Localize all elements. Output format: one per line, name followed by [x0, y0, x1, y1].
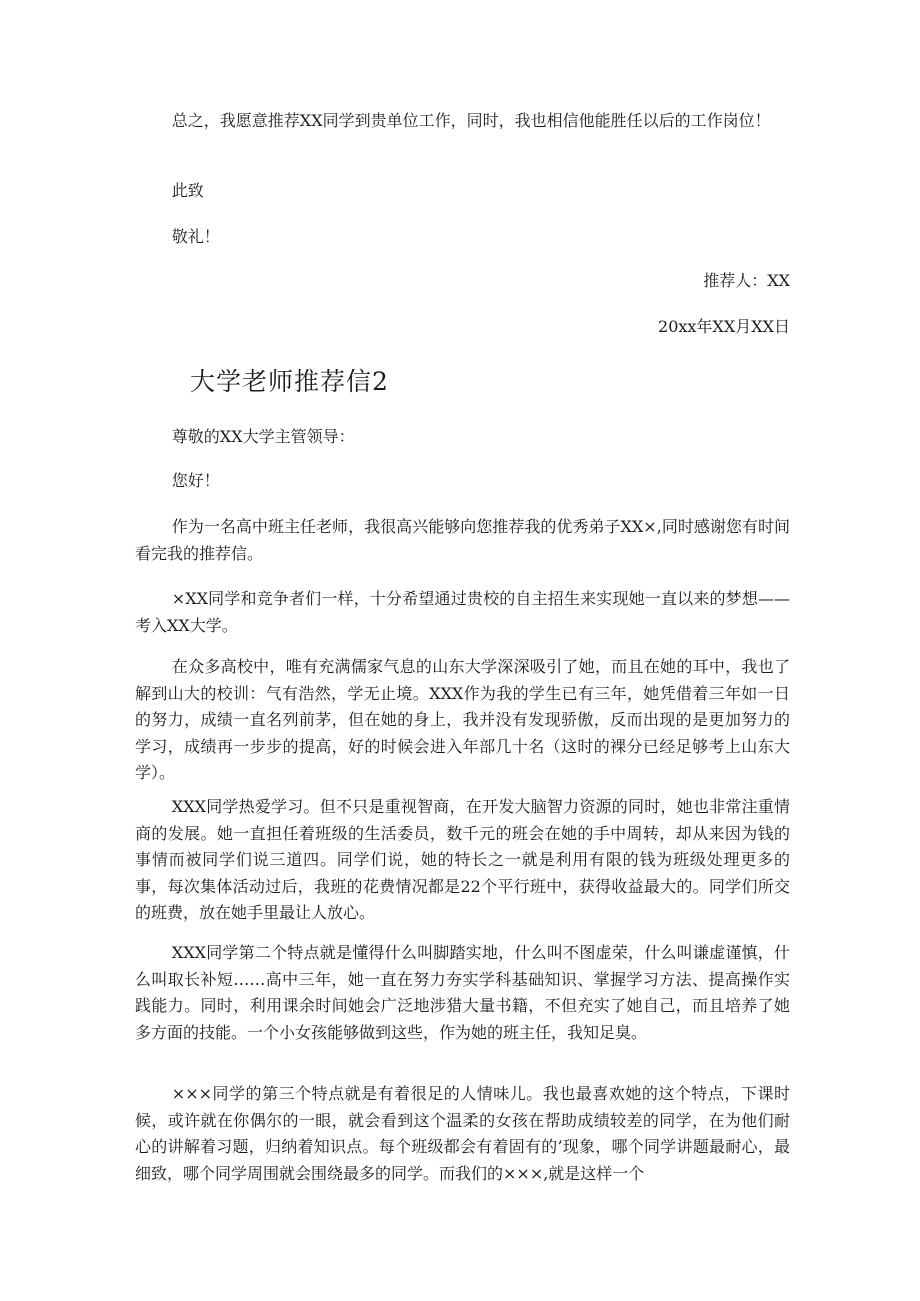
letter1-salutation-2: 敬礼！: [171, 227, 220, 246]
letter2-greeting: 您好！: [171, 471, 220, 490]
letter1-closing-paragraph: 总之，我愿意推荐XX同学到贵单位工作，同时，我也相信他能胜任以后的工作岗位！: [171, 111, 771, 130]
letter2-paragraph-3: 在众多高校中，唯有充满儒家气息的山东大学深深吸引了她，而且在她的耳中，我也了解到山大的校训：气有浩然，学无止境。XXX作为我的学生已有三年，她凭借着三年如一日的努力，成绩一直名列前茅，但在她的身上，我并没有发现骄傲，反而出现的是更加努力的学习，成绩再一步步的提高，好的时候会进入年部几十名（这时的裸分已经足够考上山东大学）。: [135, 657, 790, 782]
letter1-signature: 推荐人：XX: [703, 271, 790, 290]
letter1-date: 20xx年XX月XX日: [658, 317, 790, 336]
letter2-title: 大学老师推荐信2: [190, 367, 389, 396]
letter1-salutation-1: 此致: [171, 181, 204, 200]
letter2-addressee: 尊敬的XX大学主管领导：: [171, 427, 355, 446]
letter2-paragraph-1: 作为一名高中班主任老师，我很高兴能够向您推荐我的优秀弟子XX×,同时感谢您有时间看完我的推荐信。: [135, 517, 790, 563]
letter2-paragraph-5: XXX同学第二个特点就是懂得什么叫脚踏实地，什么叫不图虚荣，什么叫谦虚谨慎，什么叫取长补短……高中三年，她一直在努力夯实学科基础知识、掌握学习方法、提高操作实践能力。同时，利用课余时间她会广泛地涉猎大量书籍，不但充实了她自己，而且培养了她多方面的技能。一个小女孩能够做到这些，作为她的班主任，我知足臭。: [135, 943, 790, 1042]
letter2-paragraph-6: ×××同学的第三个特点就是有着很足的人情味儿。我也最喜欢她的这个特点，下课时候，或许就在你偶尔的一眼，就会看到这个温柔的女孩在帮助成绩较差的同学，在为他们耐心的讲解着习题，归纳着知识点。每个班级都会有着固有的’现象，哪个同学讲题最耐心，最细致，哪个同学周围就会围绕最多的同学。而我们的×××,就是这样一个: [135, 1084, 790, 1183]
letter2-paragraph-2: ×XX同学和竞争者们一样，十分希望通过贵校的自主招生来实现她一直以来的梦想——考入XX大学。: [135, 589, 790, 635]
letter2-paragraph-4: XXX同学热爱学习。但不只是重视智商，在开发大脑智力资源的同时，她也非常注重情商的发展。她一直担任着班级的生活委员，数千元的班会在她的手中周转，却从来因为钱的事情而被同学们说三道四。同学们说，她的特长之一就是利用有限的钱为班级处理更多的事，每次集体活动过后，我班的花费情况都是22个平行班中，获得收益最大的。同学们所交的班费，放在她手里最让人放心。: [135, 797, 790, 922]
